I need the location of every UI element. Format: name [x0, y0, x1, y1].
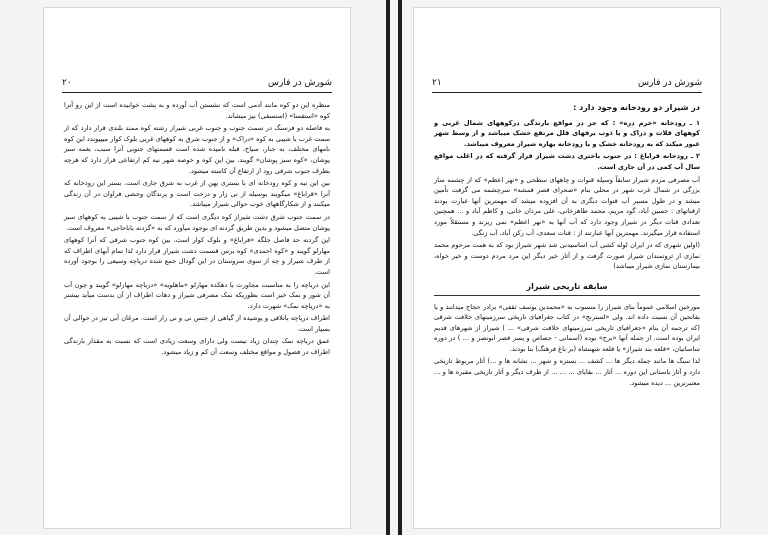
left-page-header	[62, 78, 332, 93]
paragraph: در سمت جنوب شرق دشت شیراز کوه دیگری است که از سمت جنوب با شیبی به کوههای سبز پوشان متصل میشود و بدین طریق گردنه ای بوجود میآورد که به «گردنه باباحاجی» معروف است.	[64, 212, 330, 232]
right-page-title: شورش در فارس	[638, 78, 702, 88]
paragraph: لذا سنگ ها مانند جمله دیگر ها ... کشف ... بستره و شهر ... نشانه ها و ...) آثار مربوط تاریخی دارد و آثار باستانی این دوره ... آثار ... بقایای ... ... ... از طرف دیگر و آثار تاریخی مقبره ها و ... معتبرترین ... دیده میشود.	[434, 357, 700, 387]
binding-edge-left	[386, 0, 390, 535]
paragraph: به فاصله دو فرسنگ در سمت جنوب و جنوب غربی شیراز رشته کوه ممند بلندی قرار دارد که از سمت غرب با شیبی به کوه «دراک» و از جنوب شرق به کوههای غربی بلوک کوار میپیوندد این کوه نامهای مختلف، به جنار، سیاخ، قبله نامیده شده است قسمتهای جنوبی آنرا سبب، بغمه سبز پوشان، «کوه سبز پوشان» گویند. بین این کوه و خوصه شهر نیه کم ارتفاعی قرار دارد که هرچه بطرف جنوب شرقی رود از ارتفاع آن کاسته میشود.	[64, 124, 330, 175]
left-page-title: شورش در فارس	[268, 78, 332, 88]
left-page-body	[64, 100, 330, 360]
right-page-number: ۲۱	[432, 78, 442, 88]
paragraph: منظره این دو کوه مانند آدمی است که نشستن آب آورده و به پشت خوابیده است از این رو آنرا کوه «استقسا» (استسقی) نیز میشاند.	[64, 101, 330, 120]
left-page-number: ۲۰	[62, 78, 72, 88]
paragraph: بین این نیه و کوه رودخانه ای با بستری پهن از غرب به شرق جاری است. بستر این رودخانه که آنرا «قراباغ» میگویند بوسیله از نی زار و درخت است و پرندگان وحشی فراوان در آن زندگی میکنند و از شکارگاههای خوب حوالی شیراز میباشد.	[64, 179, 330, 209]
paragraph: عمق دریاچه نمک چندان زیاد نیست ولی دارای وسعت زیادی است که نسبت به مقدار بارندگی اطراف در فصول و مواقع مختلف وسعت آن کم و زیاد میشود.	[64, 337, 330, 357]
paragraph: مورخین اسلامی عموماً بنای شیراز را منسوب به «محمدبن یوسف ثقفی» برادر حجاج میدانند و یا بفاتحین آن نسبت داده اند. ولی «لسترنج» در کتاب جغرافیای تاریخی سرزمینهای خلافت شرقی (که ترجمه آن بنام «جغرافیای تاریخی سرزمینهای خلافت شرقی» ... ) شیراز از شهرهای قدیم ایران بوده است. از جمله آنها «برج» بوده (آسمانی - جصاص و پسر قصر ابونصر و ... ) در دوره ساسانیان، «قلعه بند شیراز» یا قلعه شهنشاه (بر باغ فرهنگ) بنا بودند.	[434, 302, 700, 353]
left-page	[44, 8, 350, 528]
binding-edge-right	[398, 0, 402, 535]
section-heading: سابقه تاریخی شیراز	[434, 282, 700, 296]
paragraph: ۲ ـ رودخانه قراباغ : در جنوب باختری دشت شیراز قرار گرفته که در اغلب مواقع سال آب کمی در آن جاری است.	[434, 152, 700, 171]
rivers-heading: در شیراز دو رودخانه وجود دارد :	[573, 103, 700, 112]
right-page-body	[434, 100, 700, 390]
paragraph: ۱ ـ رودخانه «خرم دره» : که جز در مواقع بارندگی درکوههای شمال غربی و کوههای قلات و دراک و یا ذوب برفهای قلل مرتفع خشک میباشد و از وسط شهر عبور میکند که به رودخانه خشک و یا رودخانه بهاره شیراز معروف میباشد.	[434, 118, 700, 148]
paragraph: این گردنه حد فاصل جلگه «قراباغ» و بلوک کوار است. بین کوه جنوب شرقی که آنرا کوههای مهارلو گویند و «کوه احمدی» کوه برس قسمت دشت شیراز قرار دارد لذا تمام آبهای اطراف که از طرف شیراز و چه از سوی سروستان در این گودال جمع شده دریاچه وسیعی را بوجود آورده است.	[64, 236, 330, 276]
paragraph: این دریاچه را به مناسبت مجاورت با دهکده مهارلو «ماهلویه» «دریاچه مهارلو» گویند و چون آب آن شور و نمک خیز است بطوریکه نمک مصرفی شیراز و دهات اطراف از آن بدست میآید بیشتر به «دریاچه نمک» شهرت دارد.	[64, 280, 330, 310]
right-page-header	[432, 78, 702, 93]
paragraph: (اولین شهری که در ایران لوله کشی آب اساسیدنی شد شهر شیراز بود که به همت مرحوم محمد نمازی از ثروتمندان شیراز صورت گرفت و از آثار خیر دیگر این مرد مردم دوست و خیر خواه، بیمارستان نمازی شیراز میباشد)	[434, 241, 700, 271]
paragraph: آب مصرفی مردم شیراز سابقاً وسیله قنوات و چاههای سطحی و «نهر اعظم» که از چشمه سار بزرگی در شمال غرب شهر در محلی بنام «صحرای قصر قمشه» سرچشمه می گرفت تأمین میشد و در طول مسیر آب قنوات دیگری به آن افزوده میشد که مهمترین آنها عبارت بودند ازقناتهای : حسین آباد، گود مریم، محمد طاهرخانی، علی مردان خانی، و کاظم آباد و ... همچنین تعدادی قنات دیگر در شیراز وجود دارد که آب آنها به «نهر اعظم» نمی ریزند و مستقلاً مورد استفاده قرار میگیرند. مهمترین آنها عبارتند از : قنات سعدی، آب رکن آباد، آب زنگی.	[434, 175, 700, 237]
paragraph: اطراف دریاچه باتلاقی و پوشیده از گیاهی از جنس نی و نی زار است. مرغان آبی نیز در حوالی آن بسیار است.	[64, 314, 330, 333]
right-page	[414, 8, 720, 528]
